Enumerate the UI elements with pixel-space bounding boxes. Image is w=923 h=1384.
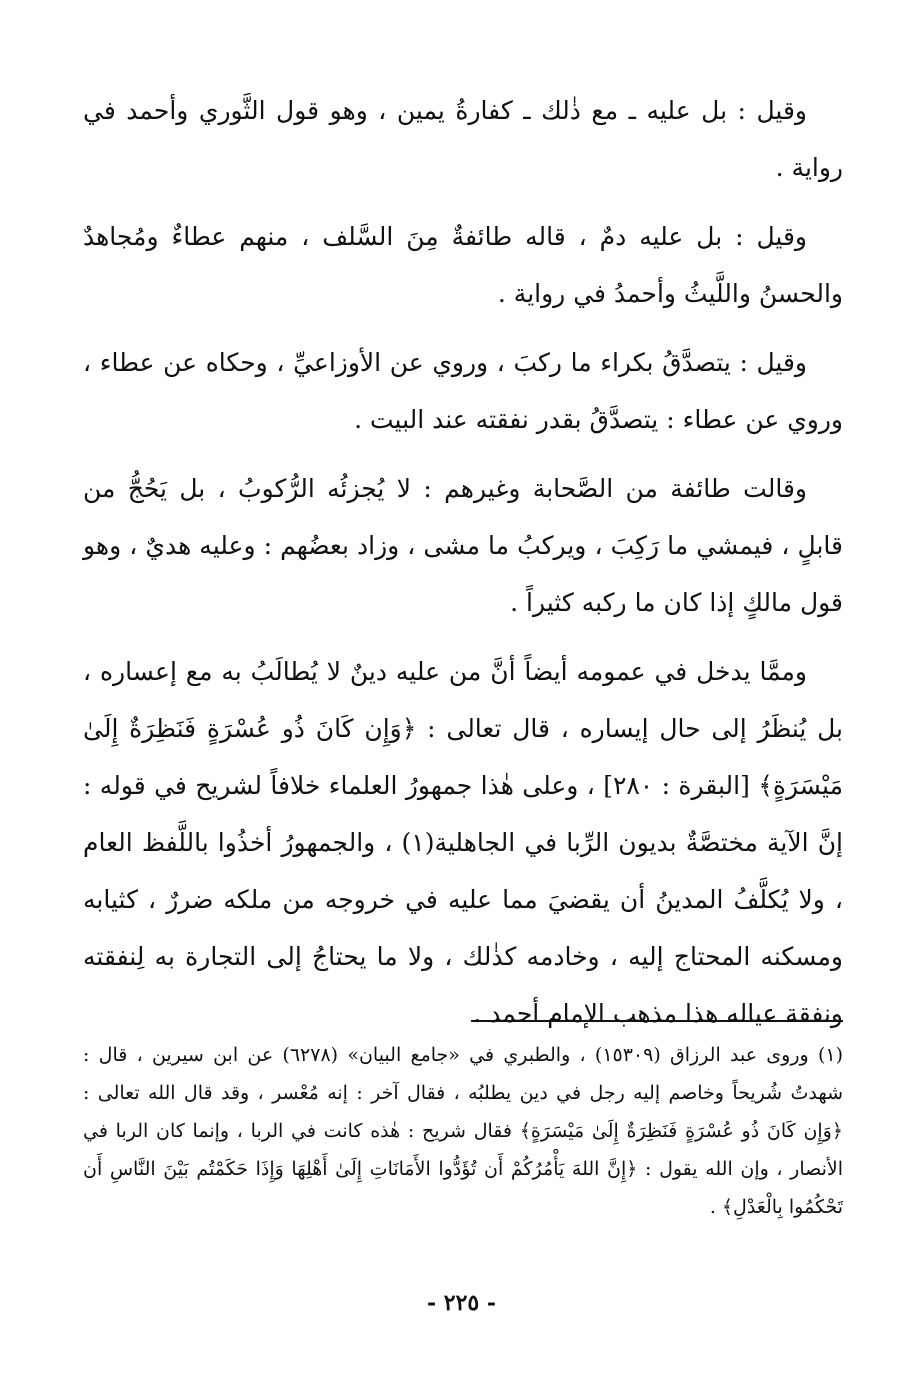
paragraph: وقيل : بل عليه ـ مع ذٰلك ـ كفارةُ يمين ، وهو قول الثَّوري وأحمد في رواية . [83, 96, 843, 182]
paragraph: وقالت طائفة من الصَّحابة وغيرهم : لا يُجزئُه الرُّكوبُ ، بل يَحُجُّ من قابلٍ ، فيمشي ما رَكِبَ ، ويركبُ ما مشى ، وزاد بعضُهم : وعليه هديٌ ، وهو قول مالكٍ إذا كان ما ركبه كثيراً . [83, 474, 843, 617]
page-number: - ٢٢٥ - [426, 1290, 497, 1316]
footnotes [83, 1036, 843, 1226]
main-text [83, 82, 843, 1054]
footnote: (١) وروى عبد الرزاق (١٥٣٠٩) ، والطبري في «جامع البيان» (٦٢٧٨) عن ابن سيرين ، قال : شهدتُ شُريحاً وخاصم إليه رجل في دين يطلبُه ، فقال آخر : إنه مُعْسر ، وقد قال الله تعالى : ﴿وَإِن كَانَ ذُو عُسْرَةٍ فَنَظِرَةٌ إِلَىٰ مَيْسَرَةٍ﴾ فقال شريح : هٰذه كانت في الربا ، وإنما كان الربا في الأنصار ، وإن الله يقول : ﴿إِنَّ اللهَ يَأْمُرُكُمْ أَن تُؤَدُّوا الأَمَانَاتِ إِلَىٰ أَهْلِهَا وَإِذَا حَكَمْتُم بَيْنَ النَّاسِ أَن تَحْكُمُوا بِالْعَدْلِ﴾ . [83, 1044, 843, 1218]
paragraph: وقيل : بل عليه دمٌ ، قاله طائفةٌ مِنَ السَّلف ، منهم عطاءٌ ومُجاهدٌ والحسنُ واللَّيثُ وأحمدُ في رواية . [83, 222, 843, 308]
paragraph: وقيل : يتصدَّقُ بكراء ما ركبَ ، وروي عن الأوزاعيِّ ، وحكاه عن عطاء ، وروي عن عطاء : يتصدَّقُ بقدر نفقته عند البيت . [83, 348, 843, 434]
footnote-divider [471, 1020, 843, 1022]
paragraph: وممَّا يدخل في عمومه أيضاً أنَّ من عليه دينٌ لا يُطالَبُ به مع إعساره ، بل يُنظَرُ إلى حال إيساره ، قال تعالى : ﴿وَإِن كَانَ ذُو عُسْرَةٍ فَنَظِرَةٌ إِلَىٰ مَيْسَرَةٍ﴾ [البقرة : ٢٨٠] ، وعلى هٰذا جمهورُ العلماء خلافاً لشريح في قوله : إنَّ الآية مختصَّةٌ بديون الرِّبا في الجاهلية(١) ، والجمهورُ أخذُوا باللَّفظ العام ، ولا يُكلَّفُ المدينُ أن يقضيَ مما عليه في خروجه من ملكه ضررٌ ، كثيابه ومسكنه المحتاج إليه ، وخادمه كذٰلك ، ولا ما يحتاجُ إلى التجارة به لِنفقته ونفقة عياله هذا مذهب الإمام أحمد . [83, 657, 843, 1028]
